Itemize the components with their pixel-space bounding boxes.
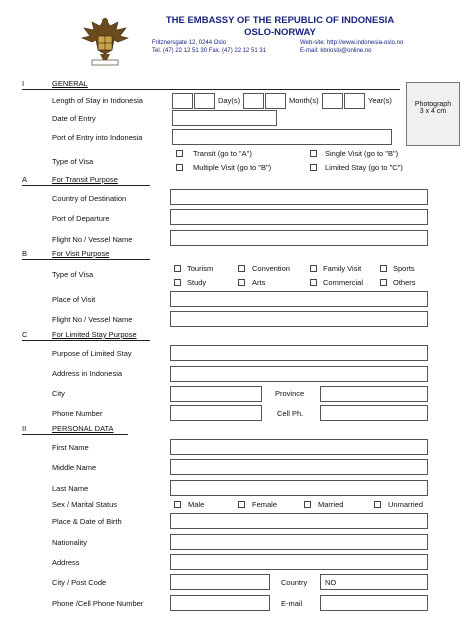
embassy-website: Web-site: http://www.indonesia-oslo.no xyxy=(300,40,404,46)
commercial-checkbox[interactable] xyxy=(310,279,317,286)
date-of-entry-label: Date of Entry xyxy=(52,114,96,123)
country-of-destination-field[interactable] xyxy=(170,189,428,205)
transit-option-label: Transit (go to "A") xyxy=(193,149,252,158)
year-field-2[interactable] xyxy=(344,93,365,109)
transit-flight-label: Flight No / Vessel Name xyxy=(52,235,133,244)
embassy-address: Fritznersgate 12, 0244 Oslo xyxy=(152,40,227,46)
place-of-visit-field[interactable] xyxy=(170,291,428,307)
tourism-label: Tourism xyxy=(187,264,214,273)
port-of-departure-label: Port of Departure xyxy=(52,214,110,223)
garuda-emblem-icon xyxy=(78,14,132,68)
first-name-label: First Name xyxy=(52,443,89,452)
photograph-box xyxy=(406,82,460,146)
convention-label: Convention xyxy=(252,264,290,273)
section-title: For Limited Stay Purpose xyxy=(52,330,137,339)
email-field[interactable] xyxy=(320,595,428,611)
section-title: For Transit Purpose xyxy=(52,175,118,184)
address-field[interactable] xyxy=(170,554,428,570)
sex-marital-label: Sex / Marital Status xyxy=(52,500,118,509)
country-label: Country xyxy=(281,578,308,587)
port-of-entry-label: Port of Entry into Indonesia xyxy=(52,133,143,142)
city-label: City xyxy=(52,389,65,398)
city-post-code-label: City / Post Code xyxy=(52,578,107,587)
year-field-1[interactable] xyxy=(322,93,343,109)
sports-label: Sports xyxy=(393,264,415,273)
cell-phone-label: Cell Ph. xyxy=(277,409,304,418)
tourism-checkbox[interactable] xyxy=(174,265,181,272)
address-indonesia-label: Address in Indonesia xyxy=(52,369,123,378)
family-visit-label: Family Visit xyxy=(323,264,362,273)
year-label: Year(s) xyxy=(368,96,392,105)
visit-flight-label: Flight No / Vessel Name xyxy=(52,315,133,324)
last-name-label: Last Name xyxy=(52,484,89,493)
email-label: E-mail xyxy=(281,599,303,608)
single-visit-checkbox[interactable] xyxy=(310,150,317,157)
section-code: C xyxy=(22,330,28,339)
multiple-visit-checkbox[interactable] xyxy=(176,164,183,171)
country-value: NO xyxy=(325,578,337,587)
country-field[interactable] xyxy=(320,574,428,590)
place-of-visit-label: Place of Visit xyxy=(52,295,96,304)
month-field-2[interactable] xyxy=(265,93,286,109)
sports-checkbox[interactable] xyxy=(380,265,387,272)
arts-checkbox[interactable] xyxy=(238,279,245,286)
convention-checkbox[interactable] xyxy=(238,265,245,272)
family-visit-checkbox[interactable] xyxy=(310,265,317,272)
single-visit-option-label: Single Visit (go to "B") xyxy=(325,149,399,158)
middle-name-field[interactable] xyxy=(170,459,428,475)
purpose-of-stay-field[interactable] xyxy=(170,345,428,361)
length-of-stay-label: Length of Stay in Indonesia xyxy=(52,96,143,105)
section-title: GENERAL xyxy=(52,79,88,88)
embassy-title: THE EMBASSY OF THE REPUBLIC OF INDONESIA xyxy=(165,15,395,26)
day-label: Day(s) xyxy=(218,96,241,105)
embassy-phone: Tel. (47) 22 12 51 30 Fax. (47) 22 12 51 31 xyxy=(152,48,267,54)
commercial-label: Commercial xyxy=(323,278,364,287)
day-field-1[interactable] xyxy=(172,93,193,109)
transit-checkbox[interactable] xyxy=(176,150,183,157)
embassy-email: E-mail: kbrioslo@online.no xyxy=(300,48,372,54)
limited-phone-field[interactable] xyxy=(170,405,262,421)
section-personal-data xyxy=(22,425,128,435)
photo-label: Photograph xyxy=(414,101,452,108)
visa-type-label: Type of Visa xyxy=(52,157,94,166)
port-of-entry-field[interactable] xyxy=(172,129,392,145)
transit-flight-field[interactable] xyxy=(170,230,428,246)
province-label: Province xyxy=(275,389,305,398)
others-checkbox[interactable] xyxy=(380,279,387,286)
section-visit xyxy=(22,250,150,260)
others-label: Others xyxy=(393,278,416,287)
city-post-code-field[interactable] xyxy=(170,574,270,590)
month-field-1[interactable] xyxy=(243,93,264,109)
purpose-of-stay-label: Purpose of Limited Stay xyxy=(52,349,132,358)
address-indonesia-field[interactable] xyxy=(170,366,428,382)
section-code: II xyxy=(22,424,27,433)
birth-label: Place & Date of Birth xyxy=(52,517,122,526)
section-general xyxy=(22,80,400,90)
port-of-departure-field[interactable] xyxy=(170,209,428,225)
nationality-field[interactable] xyxy=(170,534,428,550)
visit-flight-field[interactable] xyxy=(170,311,428,327)
female-label: Female xyxy=(252,500,278,509)
middle-name-label: Middle Name xyxy=(52,463,97,472)
birth-field[interactable] xyxy=(170,513,428,529)
female-checkbox[interactable] xyxy=(238,501,245,508)
photo-size: 3 x 4 cm xyxy=(419,108,447,115)
married-checkbox[interactable] xyxy=(304,501,311,508)
male-checkbox[interactable] xyxy=(174,501,181,508)
province-field[interactable] xyxy=(320,386,428,402)
month-label: Month(s) xyxy=(289,96,319,105)
study-checkbox[interactable] xyxy=(174,279,181,286)
city-field[interactable] xyxy=(170,386,262,402)
male-label: Male xyxy=(188,500,205,509)
visit-visa-type-label: Type of Visa xyxy=(52,270,94,279)
limited-phone-label: Phone Number xyxy=(52,409,103,418)
first-name-field[interactable] xyxy=(170,439,428,455)
last-name-field[interactable] xyxy=(170,480,428,496)
address-label: Address xyxy=(52,558,80,567)
date-of-entry-field[interactable] xyxy=(172,110,277,126)
nationality-label: Nationality xyxy=(52,538,88,547)
phone-number-label: Phone /Cell Phone Number xyxy=(52,599,144,608)
day-field-2[interactable] xyxy=(194,93,215,109)
section-code: A xyxy=(22,175,28,184)
unmarried-checkbox[interactable] xyxy=(374,501,381,508)
unmarried-label: Unmarried xyxy=(388,500,424,509)
married-label: Married xyxy=(318,500,344,509)
arts-label: Arts xyxy=(252,278,266,287)
section-title: PERSONAL DATA xyxy=(52,424,114,433)
country-of-destination-label: Country of Destination xyxy=(52,194,127,203)
phone-number-field[interactable] xyxy=(170,595,270,611)
study-label: Study xyxy=(187,278,207,287)
section-transit xyxy=(22,176,150,186)
section-code: B xyxy=(22,249,28,258)
limited-stay-checkbox[interactable] xyxy=(310,164,317,171)
embassy-subtitle: OSLO-NORWAY xyxy=(244,27,316,38)
multiple-visit-option-label: Multiple Visit (go to "B") xyxy=(193,163,272,172)
cell-phone-field[interactable] xyxy=(320,405,428,421)
limited-stay-option-label: Limited Stay (go to "C") xyxy=(325,163,403,172)
section-limited-stay xyxy=(22,331,150,341)
section-code: I xyxy=(22,79,25,88)
section-title: For Visit Purpose xyxy=(52,249,110,258)
